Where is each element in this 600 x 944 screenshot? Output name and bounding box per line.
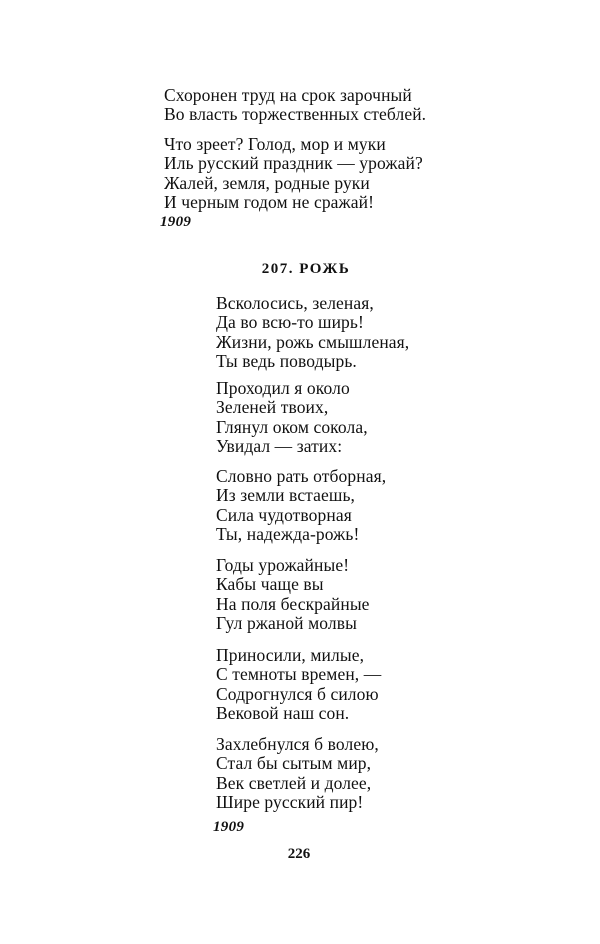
poem-line: Всколосись, зеленая, (216, 293, 374, 313)
poem-stanza-5 (216, 646, 381, 723)
poem-line: На поля бескрайные (216, 593, 370, 614)
poem-stanza-6 (216, 735, 379, 812)
poem-line: Содрогнулся б силою (216, 683, 379, 704)
poem-line: И черным годом не сражай! (164, 191, 375, 212)
poem-line: Захлебнулся б волею, (216, 734, 379, 754)
poem-stanza-1 (216, 294, 409, 371)
poem-line: Ты, надежда-рожь! (216, 523, 360, 544)
poem-line: Жалей, земля, родные руки (164, 172, 370, 193)
poem-line: Приносили, милые, (216, 645, 365, 665)
poem-line: Век светлей и долее, (216, 772, 372, 793)
poem-line: Ты ведь поводырь. (216, 350, 357, 371)
prev-poem-stanza-1 (164, 86, 426, 125)
poem-line: Шире русский пир! (216, 791, 364, 812)
poem-stanza-2 (216, 379, 368, 456)
poem-line: Зеленей твоих, (216, 397, 329, 418)
poem-line: Проходил я около (216, 378, 350, 398)
poem-line: Стал бы сытым мир, (216, 753, 372, 774)
prev-poem-date: 1909 (160, 214, 192, 230)
poem-date: 1909 (213, 819, 245, 835)
poem-stanza-3 (216, 467, 386, 544)
poem-line: Из земли встаешь, (216, 485, 356, 506)
poem-title: 207. РОЖЬ (261, 261, 351, 277)
page-number: 226 (287, 846, 311, 862)
poem-line: Увидал — затих: (216, 435, 343, 456)
poem-line: Схоронен труд на срок зарочный (164, 85, 412, 105)
poem-line: Во власть торжественных стеблей. (164, 104, 427, 125)
poem-line: Что зреет? Голод, мор и муки (164, 134, 386, 154)
poem-line: Иль русский праздник — урожай? (164, 153, 423, 174)
poem-line: Гул ржаной молвы (216, 612, 357, 633)
poem-line: Сила чудотворная (216, 504, 352, 525)
poem-line: Вековой наш сон. (216, 702, 350, 723)
poem-line: Словно рать отборная, (216, 466, 387, 486)
poem-stanza-4 (216, 556, 370, 633)
prev-poem-stanza-2 (164, 135, 423, 212)
poem-line: С темноты времен, — (216, 664, 382, 685)
poem-line: Годы урожайные! (216, 555, 350, 575)
poem-line: Кабы чаще вы (216, 574, 324, 595)
poem-line: Глянул оком сокола, (216, 416, 368, 437)
poem-line: Да во всю-то ширь! (216, 312, 364, 333)
poem-line: Жизни, рожь смышленая, (216, 331, 410, 352)
